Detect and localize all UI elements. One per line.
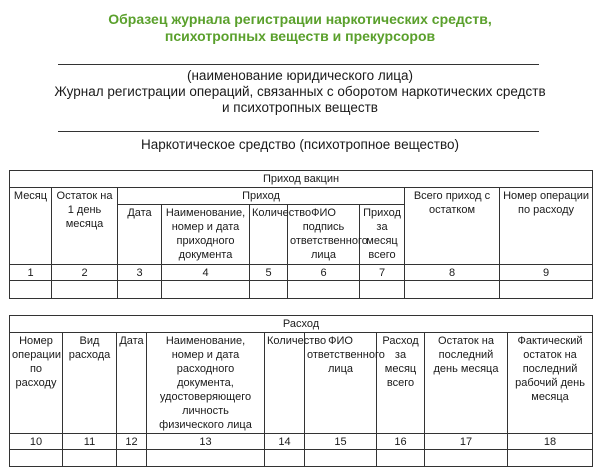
col-number: 12 bbox=[117, 434, 147, 450]
empty-cell[interactable] bbox=[508, 450, 593, 467]
empty-cell[interactable] bbox=[118, 281, 162, 299]
col-number: 4 bbox=[162, 265, 250, 281]
col-number: 13 bbox=[147, 434, 265, 450]
header-expense-doc: Наименование, номер и дата расходного документа, удостоверяющего личность физического лица bbox=[147, 333, 265, 434]
header-income-doc: Наименование, номер и дата приходного документа bbox=[162, 205, 250, 265]
empty-cell[interactable] bbox=[265, 450, 305, 467]
col-number: 14 bbox=[265, 434, 305, 450]
empty-cell[interactable] bbox=[52, 281, 118, 299]
header-income-person: ФИО подпись ответственного лица bbox=[288, 205, 360, 265]
expense-table bbox=[9, 315, 593, 467]
substance-blank-line bbox=[58, 131, 539, 132]
income-section-title: Приход вакцин bbox=[10, 171, 593, 188]
header-actual-balance: Фактический остаток на последний рабочий день месяца bbox=[508, 333, 593, 434]
empty-cell[interactable] bbox=[500, 281, 593, 299]
col-number: 15 bbox=[305, 434, 377, 450]
col-number: 7 bbox=[360, 265, 405, 281]
empty-cell[interactable] bbox=[162, 281, 250, 299]
org-name-caption: (наименование юридического лица) bbox=[186, 68, 414, 83]
col-number: 11 bbox=[63, 434, 117, 450]
empty-cell[interactable] bbox=[10, 281, 52, 299]
expense-section-title: Расход bbox=[10, 316, 593, 333]
header-expense-date: Дата bbox=[117, 333, 147, 434]
header-expense-person: ФИО ответственного лица bbox=[305, 333, 377, 434]
document-title-line-2: психотропных веществ и прекурсоров bbox=[164, 28, 436, 44]
journal-title-line-1: Журнал регистрации операций, связанных с оборотом наркотических средств bbox=[54, 84, 546, 99]
header-expense-month: Расход за месяц всего bbox=[377, 333, 425, 434]
empty-cell[interactable] bbox=[288, 281, 360, 299]
substance-caption: Наркотическое средство (психотропное вещество) bbox=[140, 137, 460, 152]
journal-title-line-2: и психотропных веществ bbox=[222, 100, 378, 115]
header-expense-type: Вид расхода bbox=[63, 333, 117, 434]
header-income-group: Приход bbox=[118, 188, 405, 205]
table-row bbox=[10, 450, 593, 467]
document-title-line-1: Образец журнала регистрации наркотических средств, bbox=[108, 11, 492, 27]
header-month: Месяц bbox=[10, 188, 52, 265]
empty-cell[interactable] bbox=[305, 450, 377, 467]
header-income-month: Приход за месяц всего bbox=[360, 205, 405, 265]
header-op-number: Номер операции по расходу bbox=[10, 333, 63, 434]
header-balance-first-day: Остаток на 1 день месяца bbox=[52, 188, 118, 265]
header-balance-last-day: Остаток на последний день месяца bbox=[425, 333, 508, 434]
header-income-qty: Количество bbox=[250, 205, 288, 265]
col-number: 18 bbox=[508, 434, 593, 450]
empty-cell[interactable] bbox=[425, 450, 508, 467]
header-total-with-balance: Всего приход с остатком bbox=[405, 188, 500, 265]
empty-cell[interactable] bbox=[117, 450, 147, 467]
table-row bbox=[10, 281, 593, 299]
empty-cell[interactable] bbox=[360, 281, 405, 299]
col-number: 8 bbox=[405, 265, 500, 281]
income-table bbox=[9, 170, 593, 299]
org-name-blank-line bbox=[58, 64, 539, 65]
header-expense-op-number: Номер операции по расходу bbox=[500, 188, 593, 265]
empty-cell[interactable] bbox=[377, 450, 425, 467]
col-number: 16 bbox=[377, 434, 425, 450]
col-number: 10 bbox=[10, 434, 63, 450]
empty-cell[interactable] bbox=[250, 281, 288, 299]
header-expense-qty: Количество bbox=[265, 333, 305, 434]
col-number: 5 bbox=[250, 265, 288, 281]
col-number: 17 bbox=[425, 434, 508, 450]
empty-cell[interactable] bbox=[10, 450, 63, 467]
col-number: 9 bbox=[500, 265, 593, 281]
empty-cell[interactable] bbox=[63, 450, 117, 467]
empty-cell[interactable] bbox=[147, 450, 265, 467]
col-number: 1 bbox=[10, 265, 52, 281]
empty-cell[interactable] bbox=[405, 281, 500, 299]
col-number: 3 bbox=[118, 265, 162, 281]
col-number: 6 bbox=[288, 265, 360, 281]
col-number: 2 bbox=[52, 265, 118, 281]
header-income-date: Дата bbox=[118, 205, 162, 265]
